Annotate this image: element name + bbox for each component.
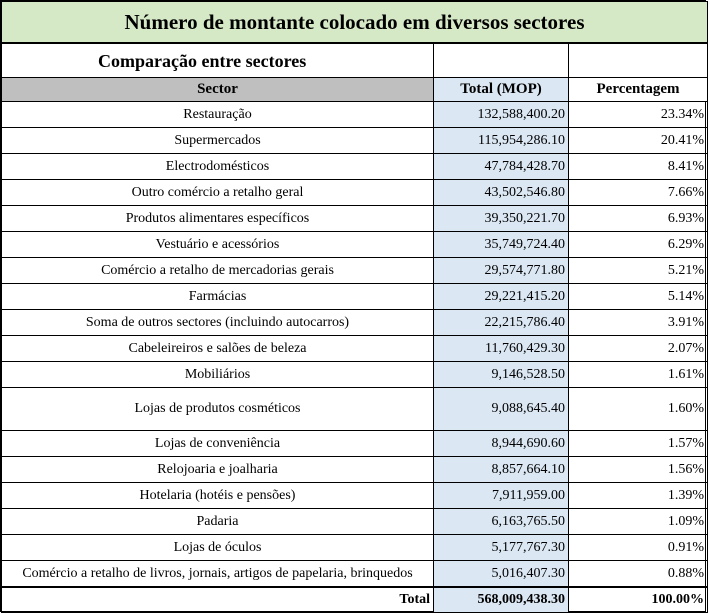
total-cell: 5,177,767.30: [434, 535, 569, 561]
percent-cell: 0.88%: [569, 561, 708, 588]
percent-cell: 1.57%: [569, 431, 708, 457]
sector-cell: Vestuário e acessórios: [2, 232, 434, 258]
sector-cell: Comércio a retalho de mercadorias gerais: [2, 258, 434, 284]
total-cell: 22,215,786.40: [434, 310, 569, 336]
total-cell: 5,016,407.30: [434, 561, 569, 588]
table-row: [2, 102, 708, 128]
table-row: [2, 154, 708, 180]
percent-cell: 5.14%: [569, 284, 708, 310]
sector-cell: Outro comércio a retalho geral: [2, 180, 434, 206]
total-cell: 35,749,724.40: [434, 232, 569, 258]
percent-cell: 1.60%: [569, 388, 708, 431]
percent-cell: 7.66%: [569, 180, 708, 206]
sector-cell: Comércio a retalho de livros, jornais, artigos de papelaria, brinquedos: [2, 561, 434, 588]
percent-cell: 6.29%: [569, 232, 708, 258]
column-header-percent: Percentagem: [569, 78, 708, 102]
total-cell: 8,944,690.60: [434, 431, 569, 457]
sector-cell: Lojas de conveniência: [2, 431, 434, 457]
total-cell: 132,588,400.20: [434, 102, 569, 128]
total-cell: 47,784,428.70: [434, 154, 569, 180]
percent-cell: 0.91%: [569, 535, 708, 561]
subtitle-row: [2, 43, 708, 78]
table-subtitle: Comparação entre sectores: [2, 43, 434, 78]
table-row: [2, 457, 708, 483]
total-cell: 8,857,664.10: [434, 457, 569, 483]
total-cell: 9,088,645.40: [434, 388, 569, 431]
sector-cell: Soma de outros sectores (incluindo autocarros): [2, 310, 434, 336]
total-cell: 29,221,415.20: [434, 284, 569, 310]
percent-cell: 1.61%: [569, 362, 708, 388]
sector-cell: Cabeleireiros e salões de beleza: [2, 336, 434, 362]
total-label: Total: [2, 587, 434, 613]
sector-cell: Lojas de óculos: [2, 535, 434, 561]
sector-cell: Mobiliários: [2, 362, 434, 388]
percent-cell: 1.39%: [569, 483, 708, 509]
sector-cell: Hotelaria (hotéis e pensões): [2, 483, 434, 509]
total-cell: 43,502,546.80: [434, 180, 569, 206]
total-cell: 39,350,221.70: [434, 206, 569, 232]
total-value: 568,009,438.30: [434, 587, 569, 613]
percent-cell: 8.41%: [569, 154, 708, 180]
sector-cell: Restauração: [2, 102, 434, 128]
total-cell: 11,760,429.30: [434, 336, 569, 362]
sector-table: [1, 1, 708, 613]
total-row: [2, 587, 708, 613]
table-row: [2, 128, 708, 154]
table-row: [2, 388, 708, 431]
table-row: [2, 561, 708, 588]
sector-cell: Lojas de produtos cosméticos: [2, 388, 434, 431]
header-row: [2, 78, 708, 102]
total-percent: 100.00%: [569, 587, 708, 613]
title-row: [2, 2, 708, 44]
column-header-total: Total (MOP): [434, 78, 569, 102]
table-row: [2, 258, 708, 284]
percent-cell: 2.07%: [569, 336, 708, 362]
sector-cell: Electrodomésticos: [2, 154, 434, 180]
subtitle-empty-cell: [569, 43, 708, 78]
table-row: [2, 232, 708, 258]
total-cell: 115,954,286.10: [434, 128, 569, 154]
sector-cell: Padaria: [2, 509, 434, 535]
percent-cell: 23.34%: [569, 102, 708, 128]
total-cell: 6,163,765.50: [434, 509, 569, 535]
total-cell: 7,911,959.00: [434, 483, 569, 509]
column-header-sector: Sector: [2, 78, 434, 102]
table-row: [2, 284, 708, 310]
sector-cell: Farmácias: [2, 284, 434, 310]
percent-cell: 20.41%: [569, 128, 708, 154]
percent-cell: 3.91%: [569, 310, 708, 336]
table-row: [2, 535, 708, 561]
subtitle-empty-cell: [434, 43, 569, 78]
percent-cell: 6.93%: [569, 206, 708, 232]
sector-cell: Relojoaria e joalharia: [2, 457, 434, 483]
table-row: [2, 180, 708, 206]
table-row: [2, 336, 708, 362]
percent-cell: 1.56%: [569, 457, 708, 483]
sector-cell: Supermercados: [2, 128, 434, 154]
table-row: [2, 310, 708, 336]
table-row: [2, 362, 708, 388]
sector-cell: Produtos alimentares específicos: [2, 206, 434, 232]
percent-cell: 5.21%: [569, 258, 708, 284]
percent-cell: 1.09%: [569, 509, 708, 535]
table-row: [2, 483, 708, 509]
total-cell: 9,146,528.50: [434, 362, 569, 388]
table-row: [2, 509, 708, 535]
total-cell: 29,574,771.80: [434, 258, 569, 284]
table-title: Número de montante colocado em diversos sectores: [2, 2, 708, 44]
table-row: [2, 206, 708, 232]
table-row: [2, 431, 708, 457]
